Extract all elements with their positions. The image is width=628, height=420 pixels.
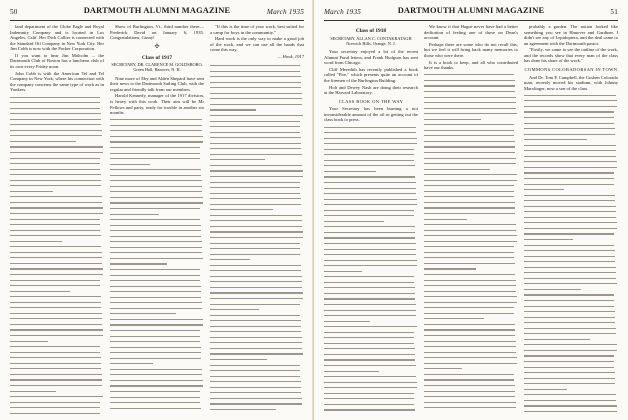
paragraph: Perhaps there are some who do not recall this, but we feel it will bring back many memories to those who were there.: [424, 41, 518, 58]
right-column-1: [324, 24, 418, 416]
text-line: [110, 405, 204, 411]
issue-date: March 1935: [324, 8, 362, 16]
text-filler: [424, 72, 518, 410]
masthead: DARTMOUTH ALUMNI MAGAZINE: [83, 6, 231, 15]
paragraph: If you want to hear Jim Malcolm ... the Dartmouth Club of Boston has a luncheon club of its own every Friday noon.: [10, 52, 104, 70]
left-column-2: [110, 24, 204, 416]
paragraph: Cliff Meredith has recently published a book called "Fire," which presents quite an account of the firemen of the Burlington Building.: [324, 66, 418, 83]
paragraph: It is a book to keep, and all who contributed have our thanks.: [424, 59, 518, 71]
text-filler: [10, 94, 104, 416]
left-column-3: [210, 24, 304, 416]
paragraph: Your secretary enjoyed a lot of the recent Alumni Fund letters, and Frank Hodgson has sent word from Chicago.: [324, 49, 418, 66]
left-column-1: [10, 24, 104, 416]
right-column-3: [524, 24, 618, 416]
paragraph: And Dr. Tom P. Campbell, the Goshen Colorado man, recently moved his stadium, with Johnny Marxlinger, now a son of the class.: [524, 74, 618, 91]
paragraph: Hard work is the only way to make a good job of the work, and we can use all the hands that come this way.: [210, 36, 304, 53]
right-page-header: [324, 6, 618, 21]
section-subheading: COMMONS COLORADORSAN IN TOWN: [524, 67, 618, 73]
secretary-line: SECRETARY, DR. CLARENCE M. GOLDSBORO, Green Hall, Hanover, N. H.: [111, 62, 203, 73]
masthead: DARTMOUTH ALUMNI MAGAZINE: [397, 6, 545, 15]
paragraph: Holt and Dewey Nash are doing their research at the Harvard Laboratory.: [324, 84, 418, 96]
class-heading: Class of 1917: [141, 54, 173, 61]
left-columns: [10, 24, 304, 416]
text-line: [524, 409, 618, 415]
paragraph: land department of the Globe Eagle and Royal Indemnity Company and is located in Los Angeles, Calif. Her Dick Collier is connected with the Standard Oil Company in New York City. Her Jim Cobb is now with the Packer Corporation.: [10, 24, 104, 52]
right-column-2: [424, 24, 518, 416]
text-line: [424, 405, 518, 411]
text-line: [10, 410, 104, 416]
paragraph: Your Secretary has been burning a not inconsiderable amount of the oil in getting out the class book to press.: [324, 106, 418, 123]
paragraph: Nine more of Eby and Alden Shepard have sent their news to the Dartmouth Sailing Club, with the regular and friendly talk from our members.: [110, 75, 204, 92]
right-page: [314, 0, 628, 420]
text-line: [210, 407, 304, 413]
page-number: 51: [610, 8, 618, 16]
paragraph: "Firstly, we came to see the outline of the work, and the records show that every man of the class has done his share of the work.": [524, 47, 618, 64]
ornament-divider: ✣: [154, 43, 160, 50]
right-columns: [324, 24, 618, 416]
signature-line: — Hook, 1917: [277, 54, 304, 60]
paragraph: Show of Burlington, Vt., third number there—Frederick David on January 6, 1935. Congratulations, Ginny!: [110, 24, 204, 41]
text-filler: [324, 124, 418, 412]
issue-date: March 1935: [266, 8, 304, 16]
left-page-header: [10, 6, 304, 21]
section-subheading: CLASS BOOK ON THE WAY: [338, 98, 404, 104]
text-filler: [524, 92, 618, 414]
paragraph: "If this is the time of your work, best suited for a camp for boys in the community.": [210, 24, 304, 35]
text-filler: [110, 117, 204, 411]
paragraph: Harold Kennedy, manager of the 1917 division, is heavy with this work. Their aim will be Mr Fellows and party, ready for trouble in another six months.: [110, 93, 204, 116]
class-heading: Class of 1918: [355, 28, 387, 34]
paragraph: We know it that Hague never have had a better dedication of feeling one of those on Dean's account.: [424, 24, 518, 41]
paragraph: probably a garden. The notion looked like something you see in Hanover and Gardiner. I didn't see any of Lepidoptera, and the deal came to an agreement with the Dartmouth pastor.: [524, 24, 618, 46]
text-line: [324, 407, 418, 413]
paragraph: John Cobb is with the American Tel and Tel Company in New York, where his connection with the company concerns the same type of work as in Yonkers.: [10, 70, 104, 93]
secretary-line: SECRETARY, ALLAN C. CONTAKRATAGH Norwich Hills, Orange, N. J.: [330, 35, 412, 46]
page-number: 50: [10, 8, 18, 16]
text-filler: [210, 63, 304, 412]
